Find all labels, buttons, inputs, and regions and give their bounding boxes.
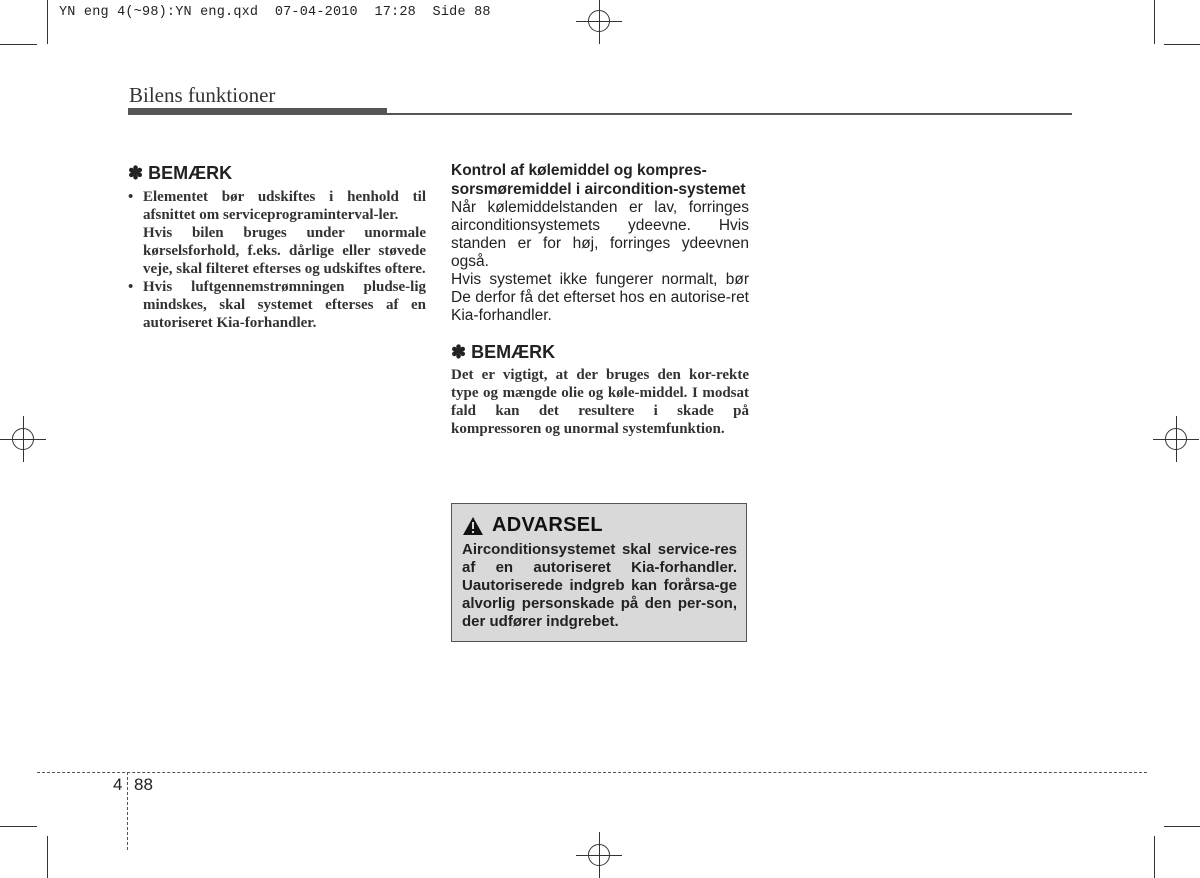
warning-header (462, 514, 737, 537)
header-rule (387, 113, 1072, 115)
crop-mark (47, 836, 48, 878)
note-bullet-list (128, 188, 426, 332)
footer-rule (37, 772, 1147, 773)
section-title: Bilens funktioner (129, 83, 276, 107)
registration-mark-icon (1165, 428, 1189, 452)
bullet-paragraph: Hvis bilen bruges under unormale kørselsforhold, f.eks. dårlige eller støvede veje, skal filteret efterses og udskiftes oftere. (143, 225, 426, 277)
note-heading: ✽ BEMÆRK (451, 342, 556, 362)
chapter-number: 4 (113, 775, 123, 794)
section-heading: Kontrol af kølemiddel og kompres-sorsmøremiddel i aircondition-systemet (451, 162, 746, 198)
list-item: • Elementet bør udskiftes i henhold til afsnittet om serviceprograminterval-ler. Hvis bilen bruges under unormale kørselsforhold, f.eks. dårlige eller støvede veje, skal filteret efterses og udskiftes oftere. (128, 189, 426, 277)
page-number: 88 (134, 775, 153, 794)
paragraph: Hvis systemet ikke fungerer normalt, bør De derfor få det efterset hos en autorise-ret Kia-forhandler. (451, 271, 749, 324)
note-heading: ✽ BEMÆRK (128, 163, 233, 183)
body-text (451, 199, 749, 325)
warning-box (451, 503, 747, 642)
crop-mark (1164, 44, 1200, 45)
registration-mark-icon (588, 844, 612, 868)
warning-triangle-icon (462, 516, 484, 536)
paragraph: Når kølemiddelstanden er lav, forringes airconditionsystemets ydeevne. Hvis standen er for høj, forringes ydeevnen også. (451, 199, 749, 270)
bullet-paragraph: Hvis luftgennemstrømningen pludse-lig mindskes, skal systemet efterses af en autoriseret Kia-forhandler. (143, 279, 426, 331)
left-note (128, 163, 426, 332)
crop-mark (0, 826, 37, 827)
right-column (451, 161, 749, 438)
printer-slug: YN eng 4(~98):YN eng.qxd 07-04-2010 17:28 Side 88 (59, 5, 491, 20)
crop-mark (1154, 0, 1155, 44)
registration-mark-icon (588, 10, 612, 34)
right-note (451, 342, 749, 438)
crop-mark (0, 44, 37, 45)
warning-text: Airconditionsystemet skal service-res af en autoriseret Kia-forhandler. Uautoriserede indgreb kan forårsa-ge alvorlig personskade på den per-son, der udfører indgrebet. (462, 541, 737, 630)
crop-mark (47, 0, 48, 44)
header-accent-bar (128, 108, 387, 115)
crop-mark (1164, 826, 1200, 827)
registration-mark-icon (12, 428, 36, 452)
list-item: • Hvis luftgennemstrømningen pludse-lig mindskes, skal systemet efterses af en autoriseret Kia-forhandler. (128, 279, 426, 331)
footer-divider (127, 772, 128, 850)
note-text: Det er vigtigt, at der bruges den kor-rekte type og mængde olie og køle-middel. I modsat fald kan det resultere i skade på kompressoren og unormal systemfunktion. (451, 367, 749, 437)
bullet-paragraph: Elementet bør udskiftes i henhold til afsnittet om serviceprograminterval-ler. (143, 189, 426, 223)
warning-title: ADVARSEL (492, 514, 603, 536)
crop-mark (1154, 836, 1155, 878)
